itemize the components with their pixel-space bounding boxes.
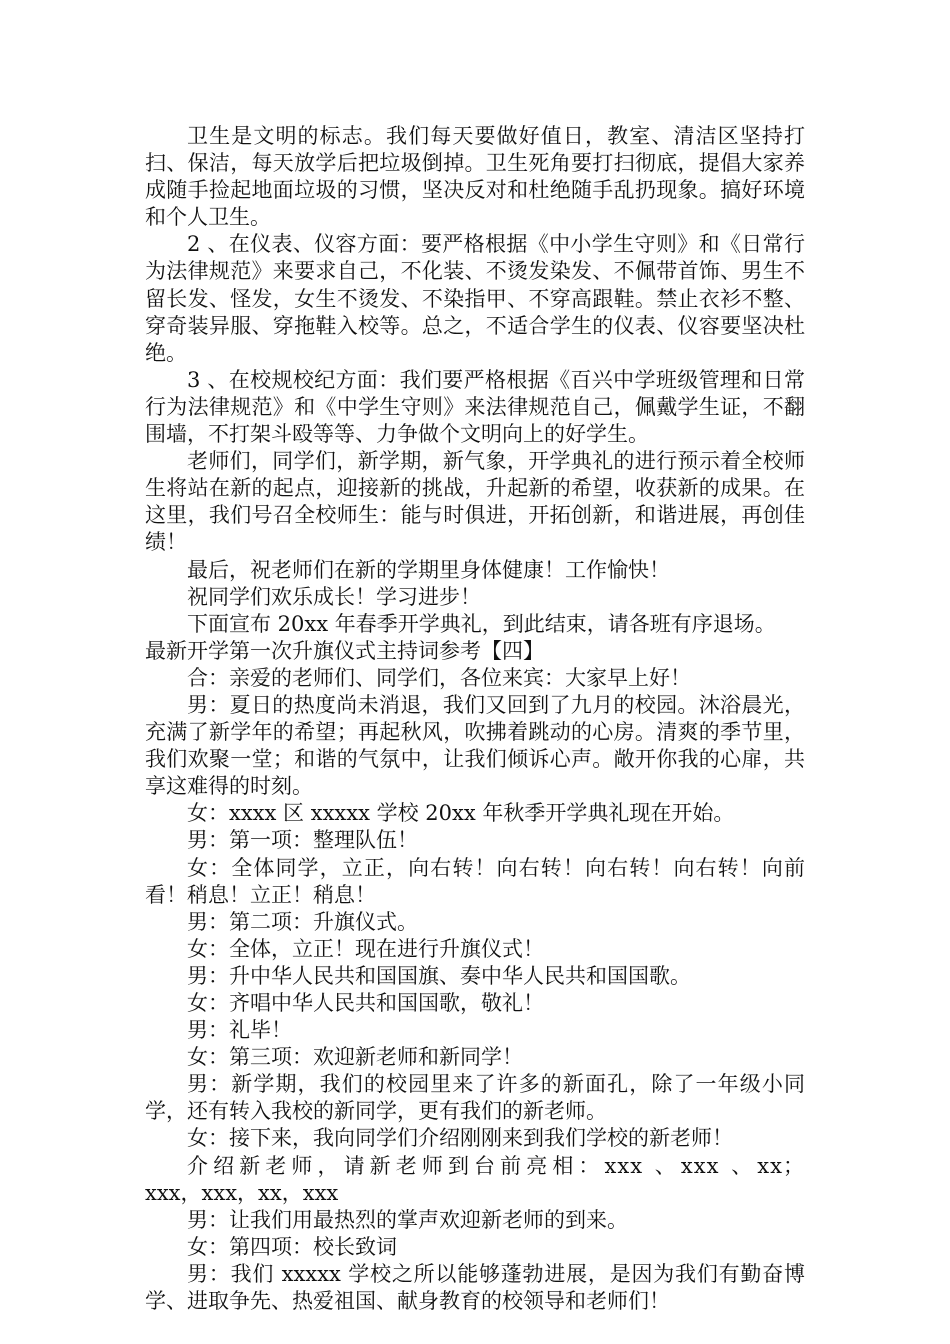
script-line: 男：我们 xxxxx 学校之所以能够蓬勃进展，是因为我们有勤奋博学、进取争先、热爱祖国、献身教育的校领导和老师们！ — [145, 1261, 805, 1314]
script-line: 女：第四项：校长致词 — [187, 1234, 397, 1259]
teacher-intro-line: 介绍新老师，请新老师到台前亮相：xxx 、xxx 、xx； — [187, 1153, 805, 1178]
paragraph-appearance: 2 、在仪表、仪容方面：要严格根据《中小学生守则》和《日常行为法律规范》来要求自己，不化装、不烫发染发、不佩带首饰、男生不留长发、怪发，女生不烫发、不染指甲、不穿高跟鞋。禁止衣衫不整、穿奇装异服、穿拖鞋入校等。总之，不适合学生的仪表、仪容要坚决杜绝。 — [145, 232, 805, 365]
paragraph-school-rules: 3 、在校规校纪方面：我们要严格根据《百兴中学班级管理和日常行为法律规范》和《中学生守则》来法律规范自己，佩戴学生证，不翻围墙，不打架斗殴等等、力争做个文明向上的好学生。 — [145, 367, 805, 447]
script-line: 男：第一项：整理队伍！ — [187, 828, 418, 853]
script-line: 女：全体，立正！现在进行升旗仪式！ — [187, 936, 544, 961]
script-line: 女：第三项：欢迎新老师和新同学！ — [187, 1045, 523, 1070]
script-line: 男：第二项：升旗仪式。 — [187, 909, 418, 934]
paragraph-wishes-teachers: 最后，祝老师们在新的学期里身体健康！工作愉快！ — [187, 557, 670, 582]
paragraph-closing: 下面宣布 20xx 年春季开学典礼，到此结束，请各班有序退场。 — [187, 611, 776, 636]
script-line: 男：夏日的热度尚未消退，我们又回到了九月的校园。沐浴晨光，充满了新学年的希望；再起秋风，吹拂着跳动的心房。清爽的季节里，我们欢聚一堂；和谐的气氛中，让我们倾诉心声。敞开你我的心扉，共享这难得的时刻。 — [145, 692, 805, 799]
section-heading: 最新开学第一次升旗仪式主持词参考【四】 — [145, 638, 544, 663]
script-line: 男：礼毕！ — [187, 1018, 292, 1043]
script-line: 男：升中华人民共和国国旗、奏中华人民共和国国歌。 — [187, 963, 691, 988]
document-page — [145, 123, 805, 1315]
script-line: 女：接下来，我向同学们介绍刚刚来到我们学校的新老师！ — [187, 1126, 733, 1151]
script-line: 女：xxxx 区 xxxxx 学校 20xx 年秋季开学典礼现在开始。 — [187, 801, 735, 826]
script-line: 女：齐唱中华人民共和国国歌，敬礼！ — [187, 991, 544, 1015]
script-line: 合：亲爱的老师们、同学们，各位来宾：大家早上好！ — [187, 665, 691, 690]
teacher-names-line: xxx，xxx，xx，xxx — [145, 1180, 339, 1205]
paragraph-hygiene: 卫生是文明的标志。我们每天要做好值日，教室、清洁区坚持打扫、保洁，每天放学后把垃圾倒掉。卫生死角要打扫彻底，提倡大家养成随手捡起地面垃圾的习惯，坚决反对和杜绝随手乱扔现象。搞好环境和个人卫生。 — [145, 124, 805, 230]
script-line: 女：全体同学，立正，向右转！向右转！向右转！向右转！向前看！稍息！立正！稍息！ — [145, 855, 805, 907]
paragraph-wishes-students: 祝同学们欢乐成长！学习进步！ — [187, 584, 481, 609]
paragraph-call-to-action: 老师们，同学们，新学期，新气象，开学典礼的进行预示着全校师生将站在新的起点，迎接新的挑战，升起新的希望，收获新的成果。在这里，我们号召全校师生：能与时俱进，开拓创新，和谐进展，再创佳绩！ — [145, 449, 805, 555]
script-line: 男：新学期，我们的校园里来了许多的新面孔，除了一年级小同学，还有转入我校的新同学，更有我们的新老师。 — [145, 1072, 805, 1124]
script-line: 男：让我们用最热烈的掌声欢迎新老师的到来。 — [187, 1207, 628, 1232]
